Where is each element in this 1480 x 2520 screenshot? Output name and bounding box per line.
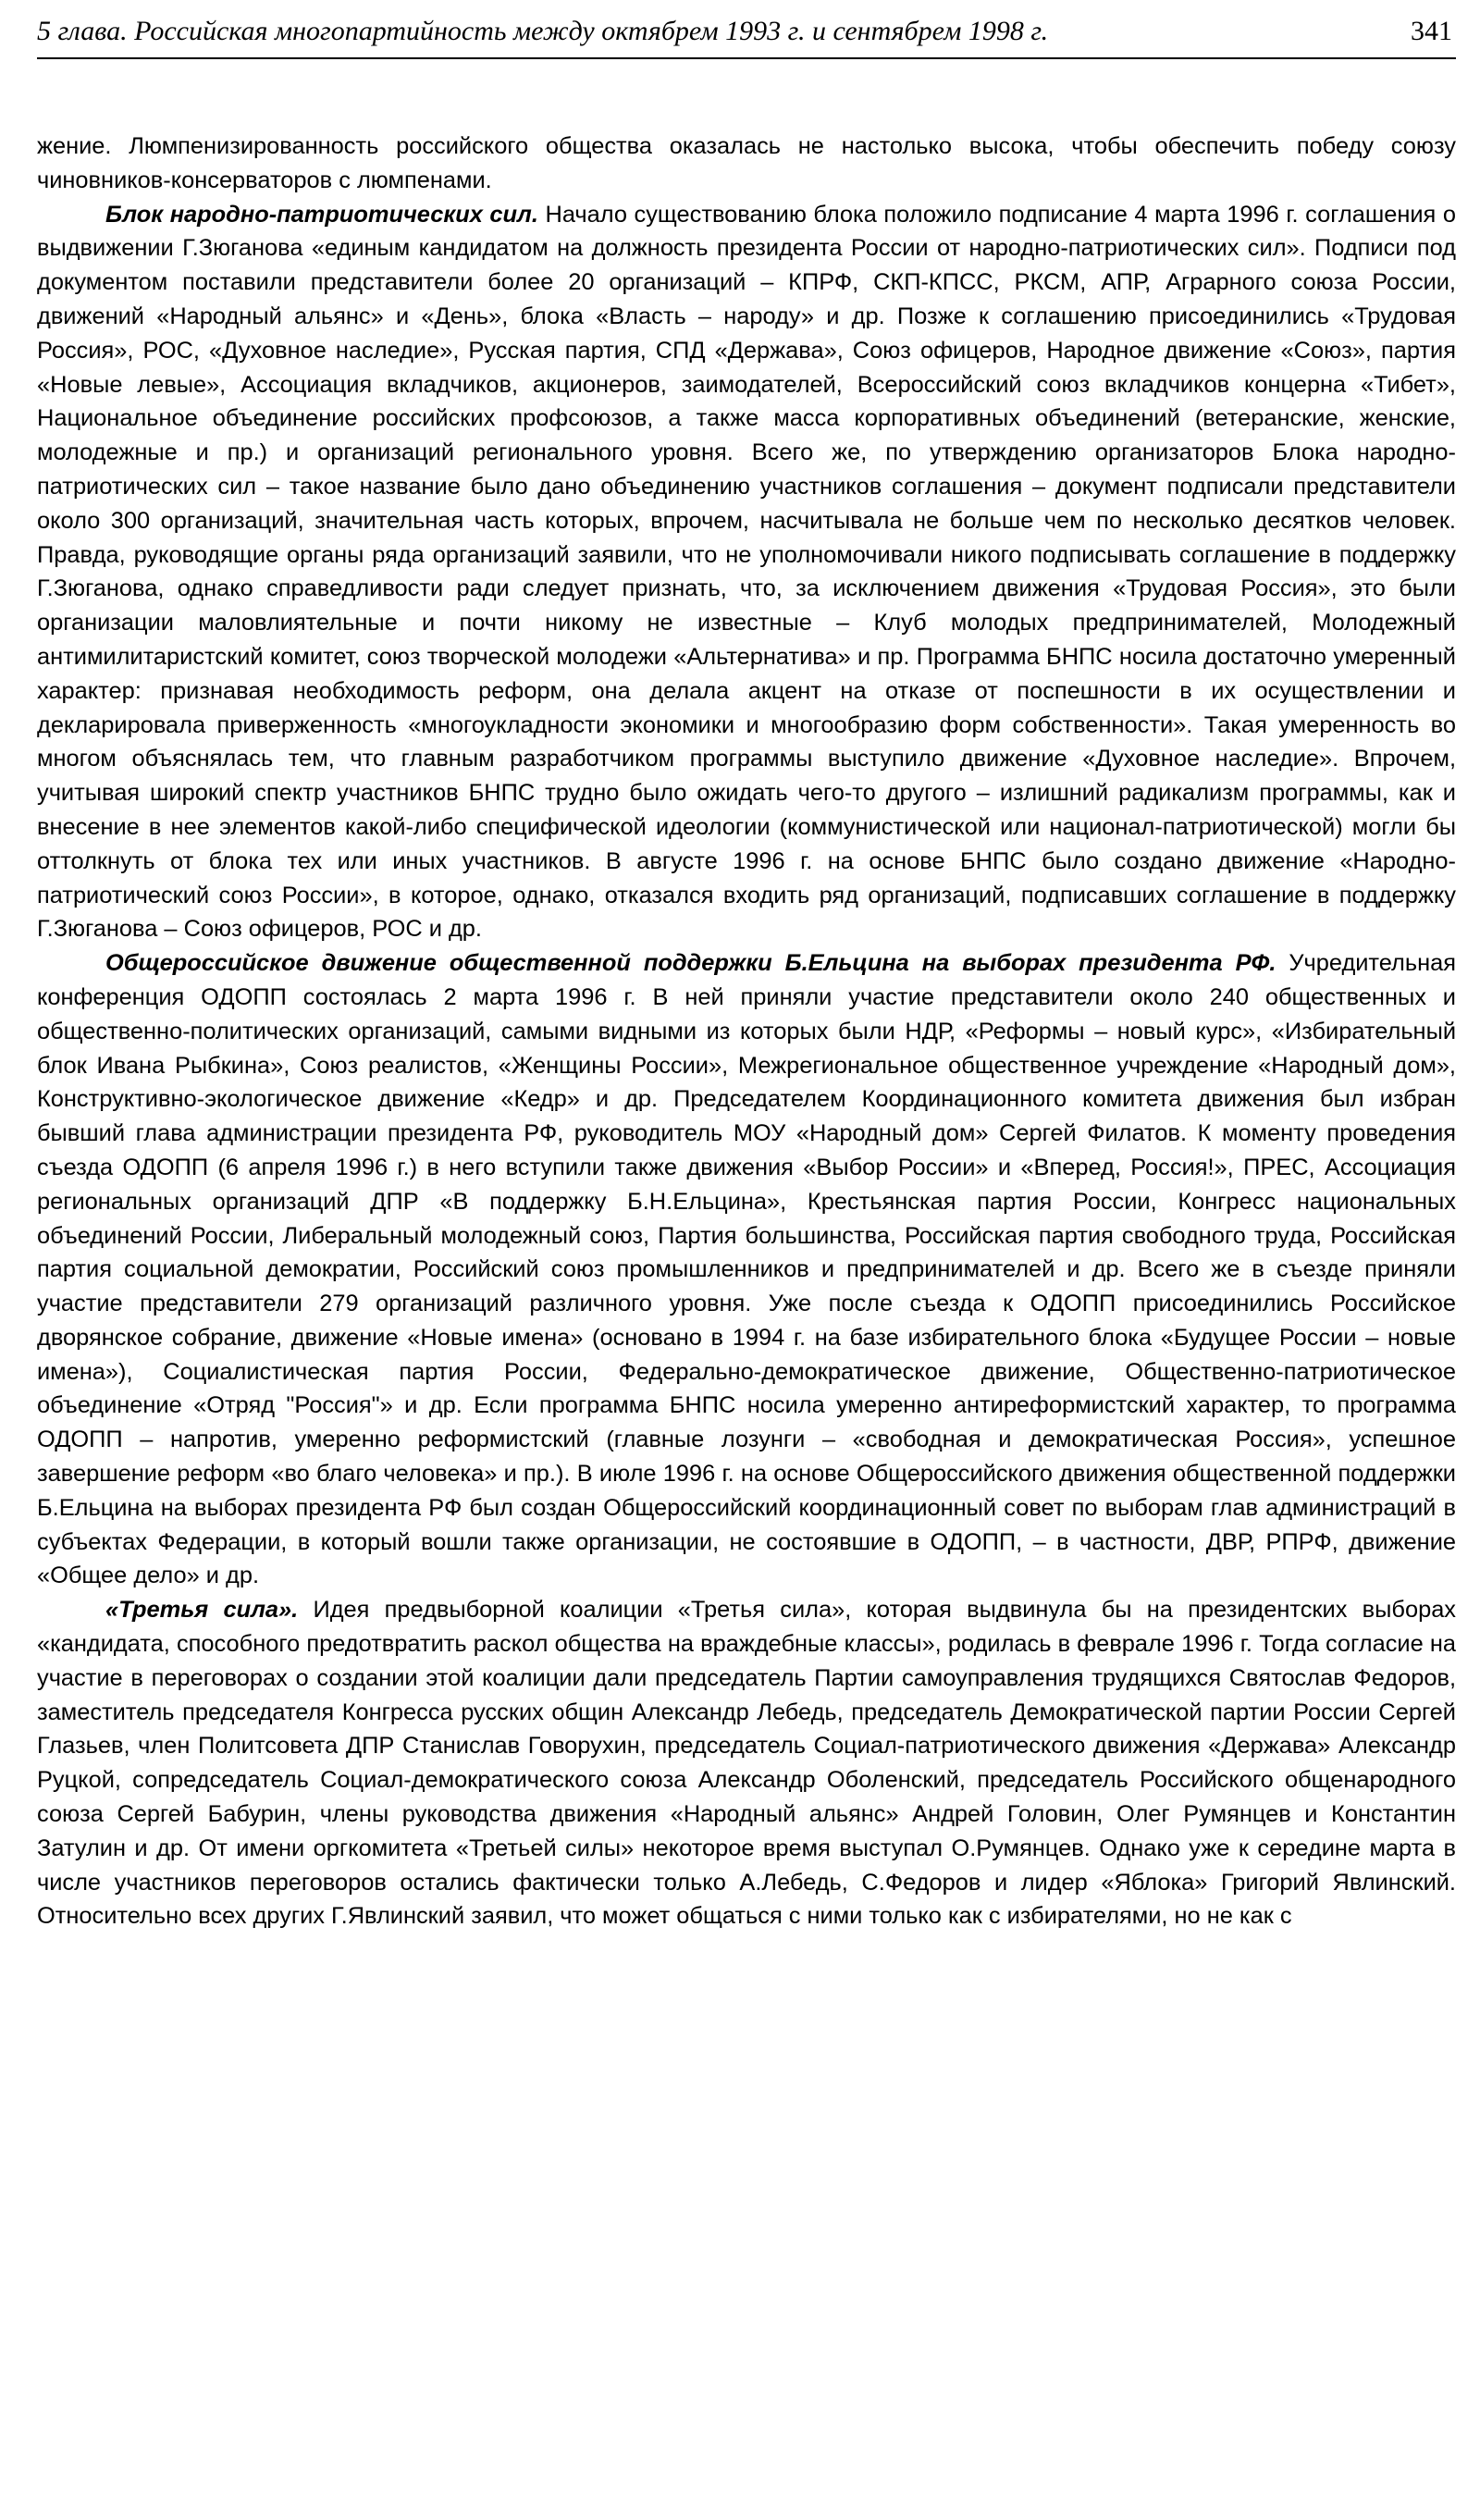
- paragraph-text: Учредительная конференция ОДОПП состоялась 2 марта 1996 г. В ней приняли участие представители около 240 общественных и общественно-политических организаций, самыми видными из которых были НДР, «Реформы – новый курс», «Избирательный блок Ивана Рыбкина», Союз реалистов, «Женщины России», Межрегиональное общественное учреждение «Народный дом», Конструктивно-экологическое движение «Кедр» и др. Председателем Координационного комитета движения был избран бывший глава администрации президента РФ, руководитель МОУ «Народный дом» Сергей Филатов. К моменту проведения съезда ОДОПП (6 апреля 1996 г.) в него вступили также движения «Выбор России» и «Вперед, Россия!», ПРЕС, Ассоциация региональных организаций ДПР «В поддержку Б.Н.Ельцина», Крестьянская партия России, Конгресс национальных объединений России, Либеральный молодежный союз, Партия большинства, Российская партия свободного труда, Российская партия социальной демократии, Российский союз промышленников и предпринимателей и др. Всего же в съезде приняли участие представители 279 организаций различного уровня. Уже после съезда к ОДОПП присоединились Российское дворянское собрание, движение «Новые имена» (основано в 1994 г. на базе избирательного блока «Будущее России – новые имена»), Социалистическая партия России, Федерально-демократическое движение, Общественно-патриотическое объединение «Отряд "Россия"» и др. Если программа БНПС носила умеренно антиреформистский характер, то программа ОДОПП – напротив, умеренно реформистский (главные лозунги – «свободная и демократическая Россия», успешное завершение реформ «во благо человека» и пр.). В июле 1996 г. на основе Общероссийского движения общественной поддержки Б.Ельцина на выборах президента РФ был создан Общероссийский координационный совет по выборам глав администраций в субъектах Федерации, в который вошли также организации, не состоявшие в ОДОПП, – в частности, ДВР, РПРФ, движение «Общее дело» и др.: [37, 950, 1456, 1589]
- paragraph-text: Начало существованию блока положило подписание 4 марта 1996 г. соглашения о выдвижении Г.Зюганова «единым кандидатом на должность президента России от народно-патриотических сил». Подписи под документом поставили представители более 20 организаций – КПРФ, СКП-КПСС, РКСМ, АПР, Аграрного союза России, движений «Народный альянс» и «День», блока «Власть – народу» и др. Позже к соглашению присоединились «Трудовая Россия», РОС, «Духовное наследие», Русская партия, СПД «Держава», Союз офицеров, Народное движение «Союз», партия «Новые левые», Ассоциация вкладчиков, акционеров, заимодателей, Всероссийский союз вкладчиков концерна «Тибет», Национальное объединение российских профсоюзов, а также масса корпоративных объединений (ветеранские, женские, молодежные и пр.) и организаций регионального уровня. Всего же, по утверждению организаторов Блока народно-патриотических сил – такое название было дано объединению участников соглашения – документ подписали представители около 300 организаций, значительная часть которых, впрочем, насчитывала не больше чем по несколько десятков человек. Правда, руководящие органы ряда организаций заявили, что не уполномочивали никого подписывать соглашение в поддержку Г.Зюганова, однако справедливости ради следует признать, что, за исключением движения «Трудовая Россия», это были организации маловлиятельные и почти никому не известные – Клуб молодых предпринимателей, Молодежный антимилитаристский комитет, союз творческой молодежи «Альтернатива» и пр. Программа БНПС носила достаточно умеренный характер: признавая необходимость реформ, она делала акцент на отказе от поспешности в их осуществлении и декларировала приверженность «многоукладности экономики и многообразию форм собственности». Такая умеренность во многом объяснялась тем, что главным разработчиком программы выступило движение «Духовное наследие». Впрочем, учитывая широкий спектр участников БНПС трудно было ожидать чего-то другого – излишний радикализм программы, как и внесение в нее элементов какой-либо специфической идеологии (коммунистической или национал-патриотической) могли бы оттолкнуть от блока тех или иных участников. В августе 1996 г. на основе БНПС было создано движение «Народно-патриотический союз России», в которое, однако, отказался входить ряд организаций, подписавших соглашение в поддержку Г.Зюганова – Союз офицеров, РОС и др.: [37, 201, 1456, 943]
- paragraph-bnps: [37, 198, 1456, 947]
- paragraph-heading: «Третья сила».: [105, 1597, 299, 1624]
- paragraph-text: жение. Люмпенизированность российского общества оказалась не настолько высока, чтобы обеспечить победу союзу чиновников-консерваторов с люмпенами.: [37, 133, 1456, 193]
- paragraph-heading: Блок народно-патриотических сил.: [105, 201, 538, 228]
- paragraph-heading: Общероссийское движение общественной поддержки Б.Ельцина на выборах президента РФ.: [105, 950, 1276, 977]
- running-header: [37, 11, 1456, 59]
- document-page: [37, 0, 1456, 2520]
- paragraph-text: Идея предвыборной коалиции «Третья сила», которая выдвинула бы на президентских выборах «кандидата, способного предотвратить раскол общества на враждебные классы», родилась в феврале 1996 г. Тогда согласие на участие в переговорах о создании этой коалиции дали председатель Партии самоуправления трудящихся Святослав Федоров, заместитель председателя Конгресса русских общин Александр Лебедь, председатель Демократической партии России Сергей Глазьев, член Политсовета ДПР Станислав Говорухин, председатель Социал-патриотического движения «Держава» Александр Руцкой, сопредседатель Социал-демократического союза Александр Оболенский, председатель Российского общенародного союза Сергей Бабурин, члены руководства движения «Народный альянс» Андрей Головин, Олег Румянцев и Константин Затулин и др. От имени оргкомитета «Третьей силы» некоторое время выступал О.Румянцев. Однако уже к середине марта в числе участников переговоров остались фактически только А.Лебедь, С.Федоров и лидер «Яблока» Григорий Явлинский. Относительно всех других Г.Явлинский заявил, что может общаться с ними только как с избирателями, но не как с: [37, 1597, 1457, 1930]
- page-number: 341: [1411, 16, 1452, 46]
- paragraph-continuation: [37, 130, 1456, 198]
- body-text: [37, 130, 1456, 1933]
- chapter-title: 5 глава. Российская многопартийность между октябрем 1993 г. и сентябрем 1998 г.: [37, 16, 1049, 46]
- paragraph-third-force: [37, 1593, 1456, 1933]
- paragraph-odopp: [37, 946, 1456, 1593]
